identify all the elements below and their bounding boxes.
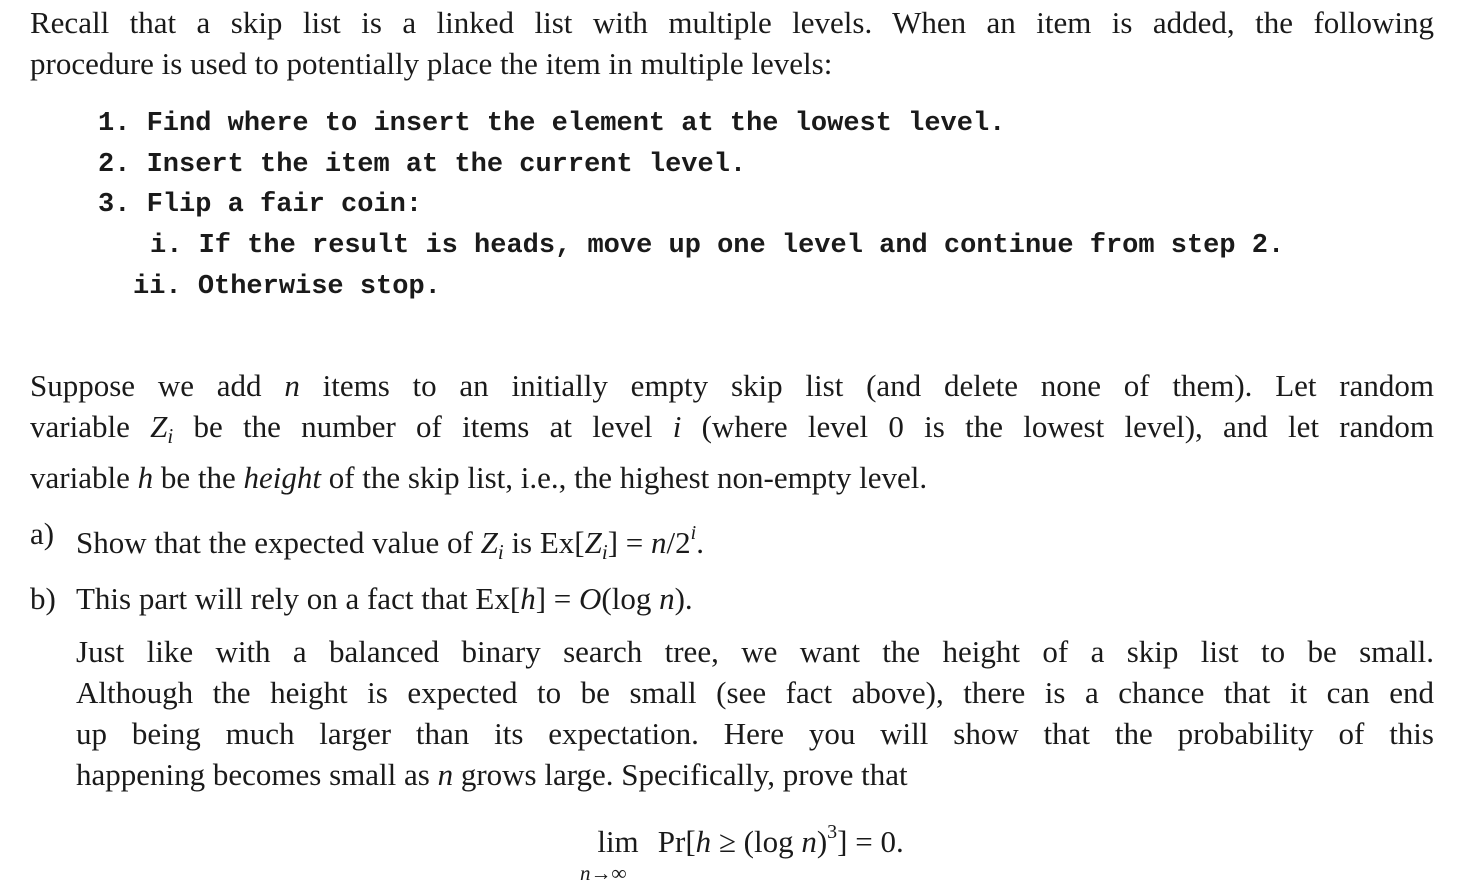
setup-text: be the — [153, 460, 244, 495]
math-subscript-i: i — [167, 424, 174, 448]
equation-text: ] = 0. — [837, 824, 904, 859]
emphasized-height: height — [243, 460, 321, 495]
step-1 — [98, 104, 1005, 145]
setup-line-3 — [30, 457, 1434, 498]
math-h: h — [520, 581, 536, 616]
part-b-text: (log — [601, 581, 660, 616]
step-3-number: 3. — [98, 190, 131, 220]
part-b-line-2: Although the height is expected to be small (see fact above), there is a chance that it can end — [76, 675, 1434, 710]
equation-text: ) — [816, 824, 828, 859]
part-a-label: a) — [30, 516, 55, 551]
setup-text: Suppose we add — [30, 368, 285, 403]
part-a-body — [76, 513, 1434, 573]
lim-operator — [580, 821, 650, 885]
part-a-text: Show that the expected value of — [76, 525, 481, 560]
intro-line-2: procedure is used to potentially place the item in multiple levels: — [30, 46, 833, 81]
math-n: n — [659, 581, 675, 616]
setup-text: variable — [30, 409, 151, 444]
step-1-number: 1. — [98, 109, 131, 139]
problem-page — [30, 0, 1434, 885]
substep-ii — [133, 267, 441, 308]
setup-paragraph — [30, 365, 1434, 498]
setup-text: of the skip list, i.e., the highest non-empty level. — [320, 460, 928, 495]
part-b-label: b) — [30, 581, 56, 616]
math-Z: Z — [480, 525, 498, 560]
substep-i-number: i. — [150, 231, 183, 261]
math-i: i — [672, 409, 682, 444]
setup-text: be the number of items at level — [173, 409, 673, 444]
math-n: n — [801, 824, 817, 859]
lim-text: lim — [597, 824, 639, 859]
substep-ii-text: Otherwise stop. — [197, 272, 441, 302]
part-b-line-3: up being much larger than its expectation. Here you will show that the probability of this — [76, 716, 1434, 751]
math-O: O — [579, 581, 602, 616]
math-n: n — [437, 757, 454, 792]
limit-equation — [580, 812, 904, 885]
part-b-text: happening becomes small as — [76, 757, 438, 792]
step-1-text: Find where to insert the element at the lowest level. — [146, 109, 1006, 139]
part-b-text: grows large. Specifically, prove that — [453, 757, 908, 792]
math-Z: Z — [150, 409, 168, 444]
setup-text: items to an initially empty skip list (and delete none of them). Let random — [299, 368, 1434, 403]
intro-line-1: Recall that a skip list is a linked list with multiple levels. When an item is added, the following — [30, 5, 1434, 40]
math-n: n — [651, 525, 667, 560]
part-b-text: ). — [674, 581, 693, 616]
math-superscript-3: 3 — [827, 821, 838, 843]
math-Z: Z — [584, 525, 602, 560]
equation-text: Pr[ — [650, 824, 696, 859]
part-b-fact — [76, 578, 1434, 619]
part-b-text: ] = — [535, 581, 579, 616]
math-h: h — [137, 460, 154, 495]
part-a-text: /2 — [666, 525, 691, 560]
part-b-line-1: Just like with a balanced binary search tree, we want the height of a skip list to be small. — [76, 634, 1434, 669]
math-superscript-i: i — [690, 522, 697, 544]
math-h: h — [695, 824, 712, 859]
intro-paragraph — [30, 2, 1434, 84]
equation-text: ≥ (log — [711, 824, 802, 859]
substep-ii-number: ii. — [133, 272, 182, 302]
lim-subscript: n→∞ — [580, 861, 627, 885]
setup-line-1 — [30, 365, 1434, 406]
step-3 — [98, 185, 422, 226]
math-subscript-i: i — [497, 540, 504, 564]
setup-line-2 — [30, 406, 1434, 457]
step-3-text: Flip a fair coin: — [146, 190, 423, 220]
part-b-text: This part will rely on a fact that Ex[ — [76, 581, 521, 616]
part-a-text: is Ex[ — [503, 525, 585, 560]
part-a-text: ] = — [607, 525, 652, 560]
step-2 — [98, 145, 746, 186]
math-n: n — [284, 368, 300, 403]
part-b-paragraph — [76, 631, 1434, 795]
substep-i — [150, 226, 1284, 267]
part-a-text: . — [696, 525, 704, 560]
part-b-line-4 — [76, 754, 1434, 795]
math-subscript-i: i — [601, 540, 608, 564]
setup-text: (where level 0 is the lowest level), and let random — [681, 409, 1434, 444]
setup-text: variable — [30, 460, 138, 495]
substep-i-text: If the result is heads, move up one level and continue from step 2. — [198, 231, 1285, 261]
step-2-number: 2. — [98, 150, 131, 180]
step-2-text: Insert the item at the current level. — [146, 150, 747, 180]
